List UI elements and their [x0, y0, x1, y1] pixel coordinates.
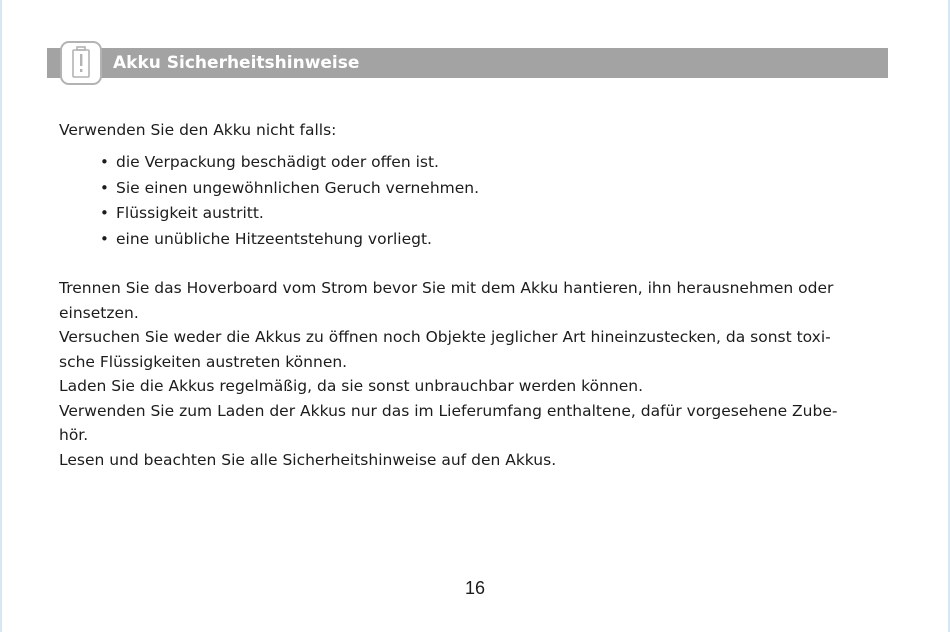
- list-item-text: Sie einen ungewöhnlichen Geruch vernehmen.: [116, 178, 480, 197]
- list-item: [100, 201, 479, 227]
- paragraph-line: Versuchen Sie weder die Akkus zu öffnen noch Objekte jeglicher Art hineinzustecken, da sonst toxi-: [59, 328, 831, 346]
- list-item-text: die Verpackung beschädigt oder offen ist.: [116, 153, 439, 171]
- paragraph-line: hör.: [59, 426, 89, 444]
- bullet-icon: •: [100, 229, 109, 248]
- instructions-block: [59, 276, 899, 472]
- list-item: [100, 150, 479, 176]
- paragraph-line: Lesen und beachten Sie alle Sicherheitshinweise auf den Akkus.: [59, 450, 557, 469]
- paragraph-line: sche Flüssigkeiten austreten können.: [59, 352, 348, 371]
- list-item: [100, 227, 479, 253]
- paragraph-line: einsetzen.: [59, 303, 139, 322]
- list-item-text: eine unübliche Hitzeentstehung vorliegt.: [116, 229, 432, 248]
- bullet-icon: •: [100, 204, 109, 222]
- paragraph-line: Trennen Sie das Hoverboard vom Strom bevor Sie mit dem Akku hantieren, ihn herausnehmen oder: [59, 279, 834, 297]
- page-number: 16: [464, 578, 486, 598]
- paragraph-line: Laden Sie die Akkus regelmäßig, da sie sonst unbrauchbar werden können.: [59, 377, 644, 395]
- intro-text: Verwenden Sie den Akku nicht falls:: [59, 121, 337, 139]
- warning-list: [100, 150, 479, 252]
- bullet-icon: •: [100, 178, 109, 197]
- bullet-icon: •: [100, 153, 109, 171]
- page-left-edge: [0, 0, 2, 632]
- paragraph-line: Verwenden Sie zum Laden der Akkus nur das im Lieferumfang enthaltene, dafür vorgesehene Zube-: [59, 401, 838, 420]
- list-item: [100, 176, 479, 202]
- list-item-text: Flüssigkeit austritt.: [116, 204, 264, 222]
- battery-warning-icon: [60, 41, 102, 85]
- section-title: Akku Sicherheitshinweise: [113, 53, 360, 73]
